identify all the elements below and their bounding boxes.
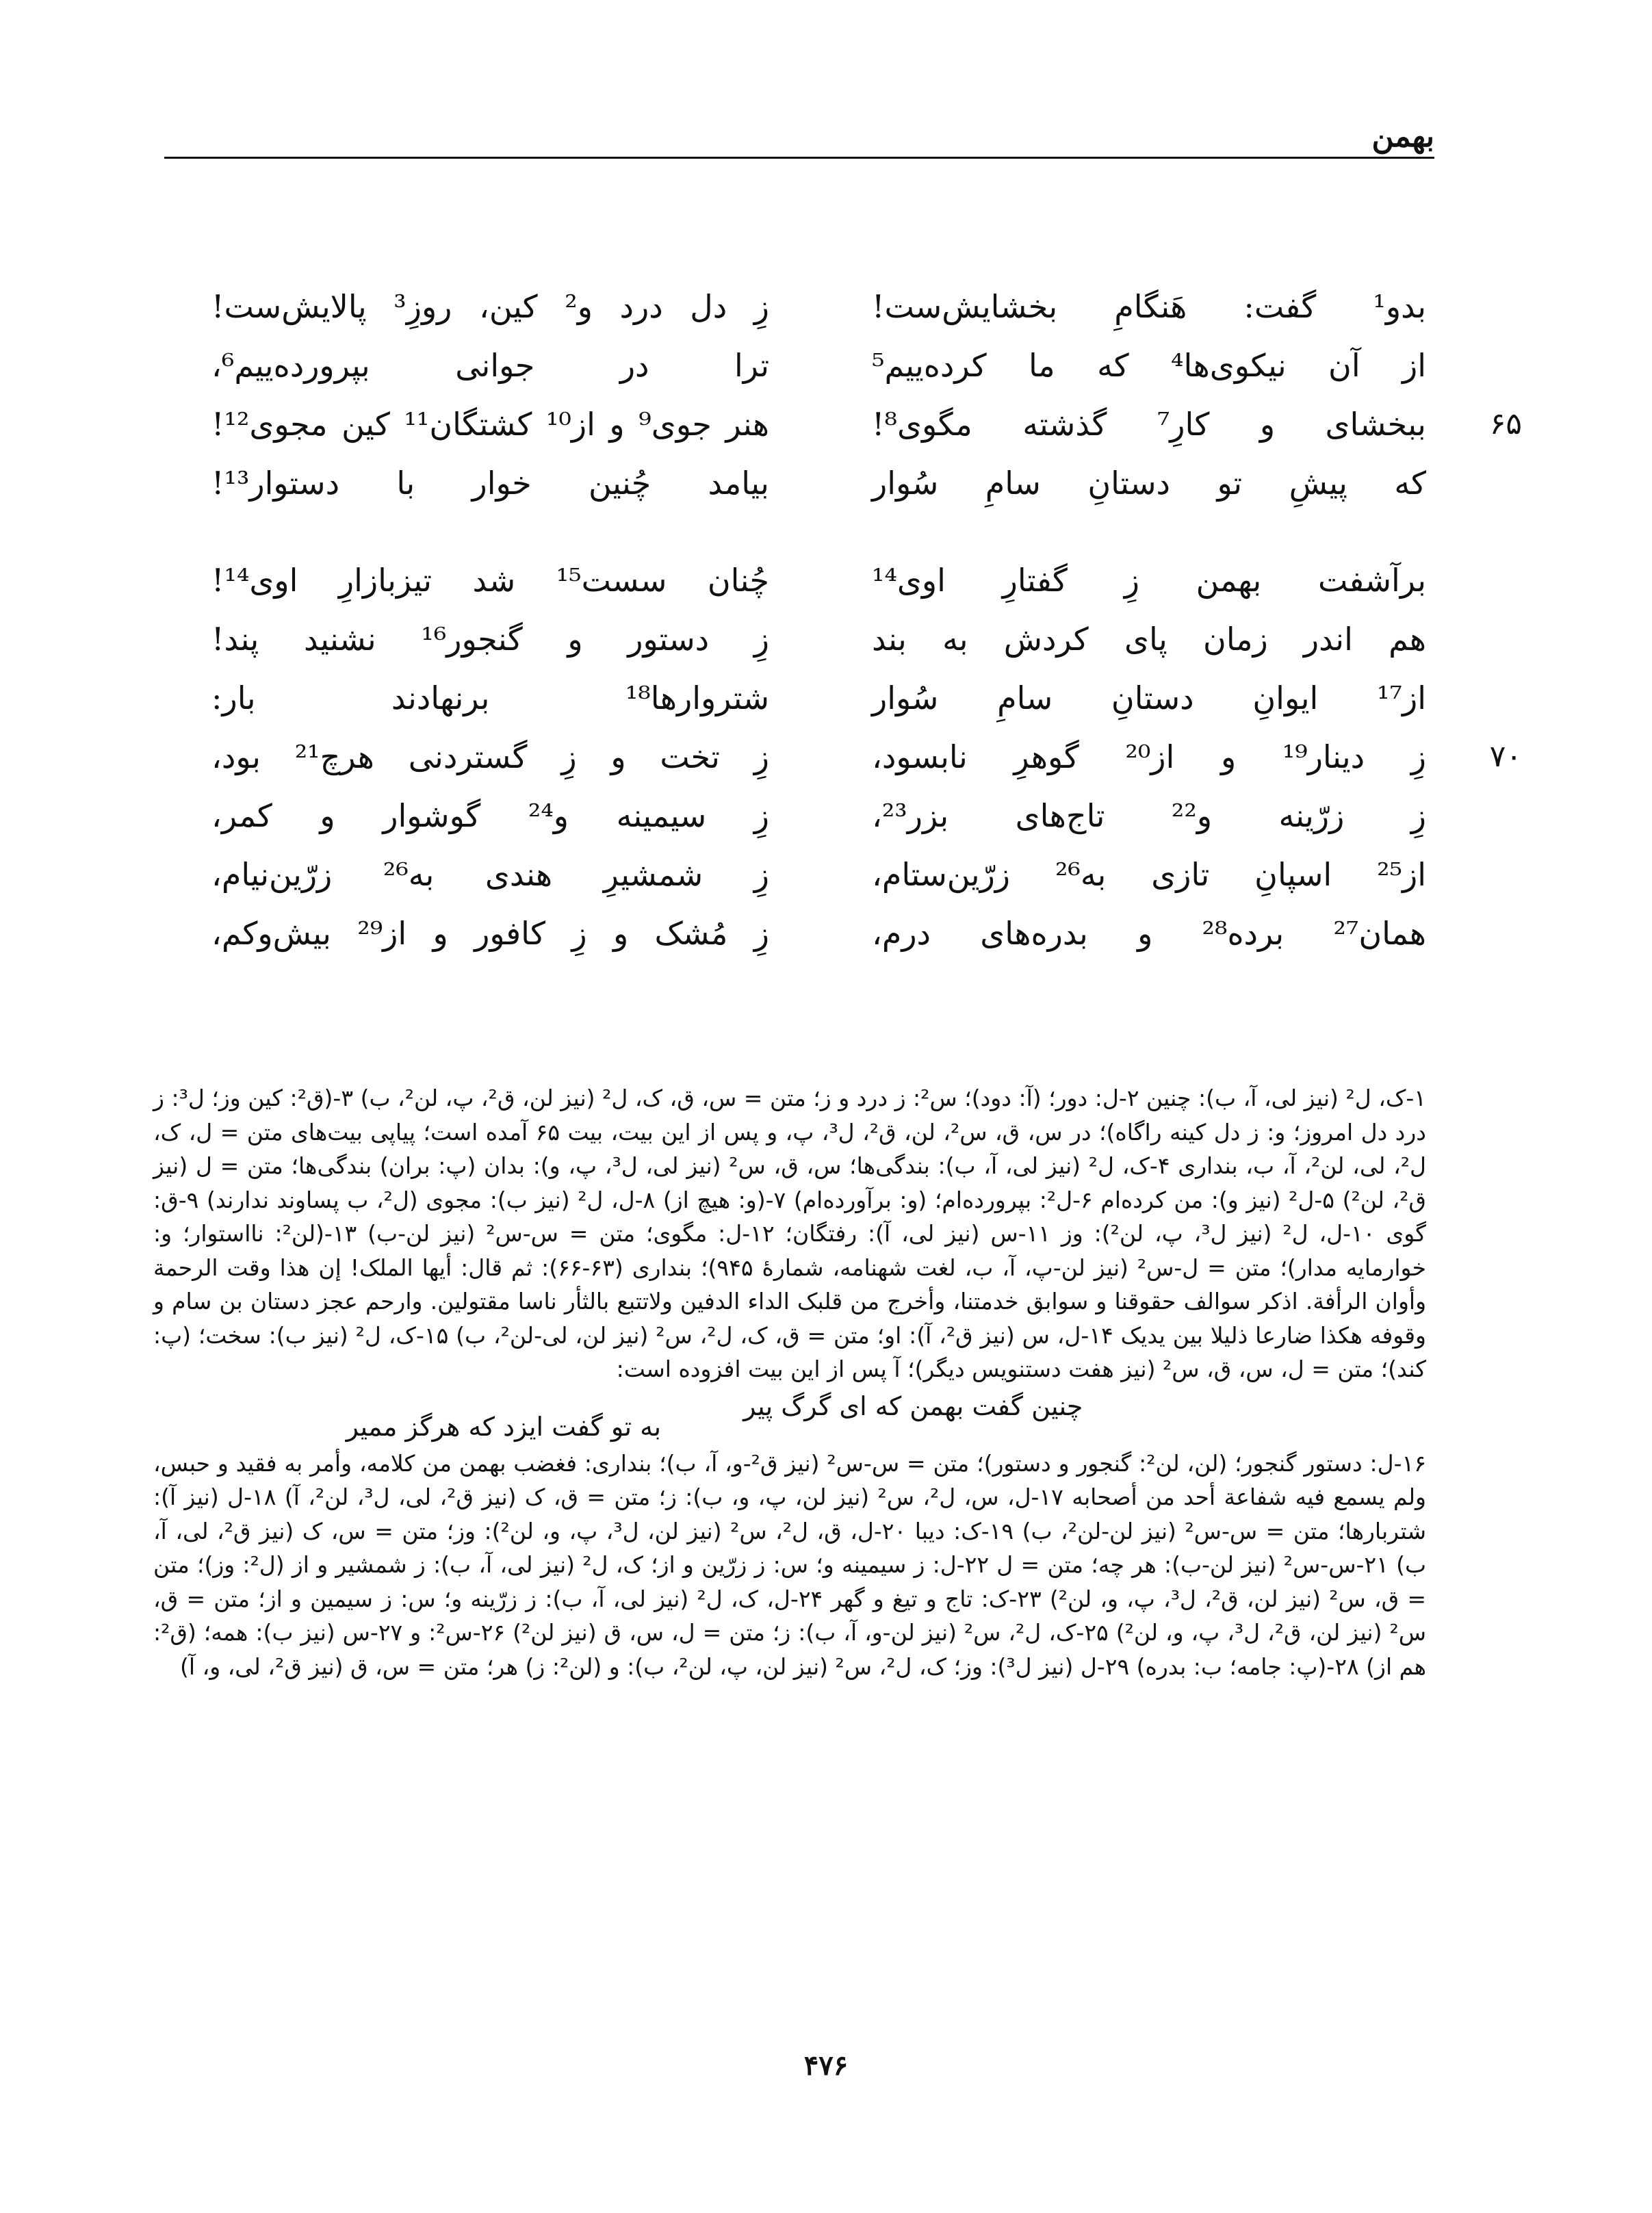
verse-line bbox=[201, 727, 1522, 786]
verse-block bbox=[201, 277, 1522, 1001]
quoted-second-hemistich: به تو گفت ایزد که هرگز ممیر bbox=[346, 1411, 662, 1442]
footnotes bbox=[153, 1081, 1426, 1683]
verse-number: ۶۵ bbox=[1489, 406, 1522, 441]
first-hemistich: زِ زرّینه و²² تاج‌های بزر²³، bbox=[872, 797, 1426, 834]
verse-line bbox=[201, 610, 1426, 669]
verse-line bbox=[201, 845, 1426, 904]
verse-line bbox=[201, 336, 1426, 395]
first-hemistich: از²⁵ اسپانِ تازی به²⁶ زرّین‌ستام، bbox=[872, 856, 1426, 893]
header-rule bbox=[164, 157, 1434, 159]
first-hemistich: زِ دینار¹⁹ و از²⁰ گوهرِ نابسود، bbox=[872, 738, 1426, 775]
verse-line bbox=[201, 786, 1426, 845]
verse-line bbox=[201, 395, 1522, 454]
first-hemistich: ببخشای و کارِ⁷ گذشته مگوی⁸! bbox=[872, 406, 1426, 443]
footnote-paragraph: ۱۶-ل: دستور گنجور؛ (لن، لن²: گنجور و دستور)؛ متن = س-س² (نیز ق²-و، آ، ب)؛ بنداری: فغضب بهمن من کلامه، وأمر به فقید و حبس، ولم یسمع فیه شفاعة أحد من أصحابه ۱۷-ل، س، ل²، س² (نیز لن، پ، و، ب): ز؛ متن = ق، ک (نیز ق²، لی، ل³، لن²، آ) ۱۸-ل (نیز آ): شتربارها؛ متن = س-س² (نیز لن-لن²، ب) ۱۹-ک: دیبا ۲۰-ل، ق، ل²، س² (نیز لن، ل³، پ، و، لن²): وز؛ متن = س، ک (نیز ق²، لی، آ، ب) ۲۱-س-س² (نیز لن-ب): هر چه؛ متن = ل ۲۲-ل: ز سیمینه و؛ س: ز زرّین و از؛ ک، ل² (نیز لی، آ، ب): ز شمشیر و از (ل²: وز)؛ متن = ق، س² (نیز لن، ق²، ل³، پ، و، لن²) ۲۳-ک: تاج و تیغ و گهر ۲۴-ل، ک، ل² (نیز لی، آ، ب): ز زرّینه و؛ س: ز سیمین و از؛ متن = ق، س² (نیز لن، ق²، ل³، پ، و، لن²) ۲۵-ک، ل²، س² (نیز لن-و، آ، ب): ز؛ متن = ل، س، ق (نیز لن²) ۲۶-س²: و ۲۷-س (نیز ب): همه؛ (ق²: هم از) ۲۸-(پ: جامه؛ ب: بدره) ۲۹-ل (نیز ل³): وز؛ ک، ل²، س² (نیز لن، پ، لن²، ب): و (لن²: ز) هر؛ متن = س، ق (نیز ق²، لی، و، آ) bbox=[153, 1449, 1427, 1680]
second-hemistich: شتروارها¹⁸ برنهادند بار: bbox=[211, 680, 769, 716]
first-hemistich: از آن نیکوی‌ها⁴ که ما کرده‌ییم⁵ bbox=[872, 347, 1426, 384]
second-hemistich: زِ دل درد و² کین، روزِ³ پالایش‌ست! bbox=[211, 288, 769, 325]
second-hemistich: زِ مُشک و زِ کافور و از²⁹ بیش‌وکم، bbox=[211, 915, 769, 952]
footnote-paragraph: ۱-ک، ل² (نیز لی، آ، ب): چنین ۲-ل: دور؛ (آ: دود)؛ س²: ز درد و ز؛ متن = س، ق، ک، ل² (نیز لن، ق²، پ، لن²، ب) ۳-(ق²: کین وز؛ ل³: ز درد دل امروز؛ و: ز دل کینه راگاه)؛ در س، ق، س²، لن، ق²، ل³، پ، و پس از این بیت، بیت ۶۵ آمده است؛ پیاپی بیت‌های متن = ل، ک، ل²، لی، لن²، آ، ب، بنداری ۴-ک، ل² (نیز لی، آ، ب): بندگی‌ها؛ س، ق، س² (نیز لی، ل³، پ، و): بدان (پ: بران) بندگی‌ها؛ متن = ل (نیز ق²، لن²) ۵-ل² (نیز و): من کرده‌ام ۶-ل²: بپرورده‌ام؛ (و: برآورده‌ام) ۷-(و: هیچ از) ۸-ل، ل² (نیز ب): مجوی (ل²، ب پساوند ندارند) ۹-ق: گوی ۱۰-ل، ل² (نیز ل³، پ، لن²): وز ۱۱-س (نیز لی، آ): رفتگان؛ ۱۲-ل: مگوی؛ متن = س-س² (نیز لن-ب) ۱۳-(لن²: نااستوار؛ و: خوارمایه مدار)؛ متن = ل-س² (نیز لن-پ، آ، ب، لغت شهنامه، شمارهٔ ۹۴۵)؛ بنداری (۶۳-۶۶): ثم قال: أیها الملک! إن هذا وقت الرحمة وأوان الرأفة. اذکر سوالف حقوقنا و سوابق خدمتنا، وأخرج من قلبک الداء الدفین ولاتتبع بالثأر ناسا مقتولین. وارحم عجز دستان بن سام و وقوفه هکذا ضارعا ذلیلا بین یدیک ۱۴-ل، س (نیز ق²، آ): او؛ متن = ق، ک، ل²، س² (نیز لن، لی-لن²، ب) ۱۵-ک، ل² (نیز ب): سخت؛ (پ: کند)؛ متن = ل، س، ق، س² (نیز هفت دستنویس دیگر)؛ آ پس از این بیت افزوده است: bbox=[153, 1085, 1427, 1382]
second-hemistich: زِ تخت و زِ گستردنی هرچ²¹ بود، bbox=[211, 738, 769, 775]
second-hemistich: چُنان سست¹⁵ شد تیزبازارِ اوی¹⁴! bbox=[211, 562, 769, 599]
second-hemistich: زِ شمشیرِ هندی به²⁶ زرّین‌نیام، bbox=[211, 856, 769, 893]
quoted-verse bbox=[153, 1386, 1426, 1447]
verse-line bbox=[201, 551, 1426, 610]
page-number: ۴۷۶ bbox=[803, 2049, 849, 2082]
verse-line bbox=[201, 277, 1426, 336]
verse-line bbox=[201, 904, 1426, 963]
first-hemistich: همان²⁷ برده²⁸ و بدره‌های درم، bbox=[872, 915, 1427, 952]
second-hemistich: ترا در جوانی بپرورده‌ییم⁶، bbox=[211, 347, 769, 384]
first-hemistich: برآشفت بهمن زِ گفتارِ اوی¹⁴ bbox=[872, 562, 1426, 599]
second-hemistich: زِ دستور و گنجور¹⁶ نشنید پند! bbox=[211, 621, 769, 658]
second-hemistich: هنر جوی⁹ و از¹⁰ کشتگان¹¹ کین مجوی¹²! bbox=[211, 406, 769, 443]
stanza bbox=[201, 277, 1522, 513]
verse-number: ۷۰ bbox=[1489, 739, 1522, 774]
second-hemistich: زِ سیمینه و²⁴ گوشوار و کمر، bbox=[211, 797, 769, 834]
verse-line bbox=[201, 669, 1426, 727]
first-hemistich: بدو¹ گفت: هَنگامِ بخشایش‌ست! bbox=[872, 288, 1426, 325]
first-hemistich: که پیشِ تو دستانِ سامِ سُوار bbox=[872, 465, 1426, 502]
running-head: بهمن bbox=[1371, 119, 1434, 154]
stanza bbox=[201, 551, 1522, 963]
quoted-first-hemistich: چنین گفت بهمن که ای گرگ پیر bbox=[743, 1390, 1083, 1421]
first-hemistich: هم اندر زمان پای کردش به بند bbox=[872, 621, 1426, 658]
verse-line bbox=[201, 454, 1426, 513]
second-hemistich: بیامد چُنین خوار با دستوار¹³! bbox=[211, 465, 769, 502]
first-hemistich: از¹⁷ ایوانِ دستانِ سامِ سُوار bbox=[872, 680, 1426, 716]
